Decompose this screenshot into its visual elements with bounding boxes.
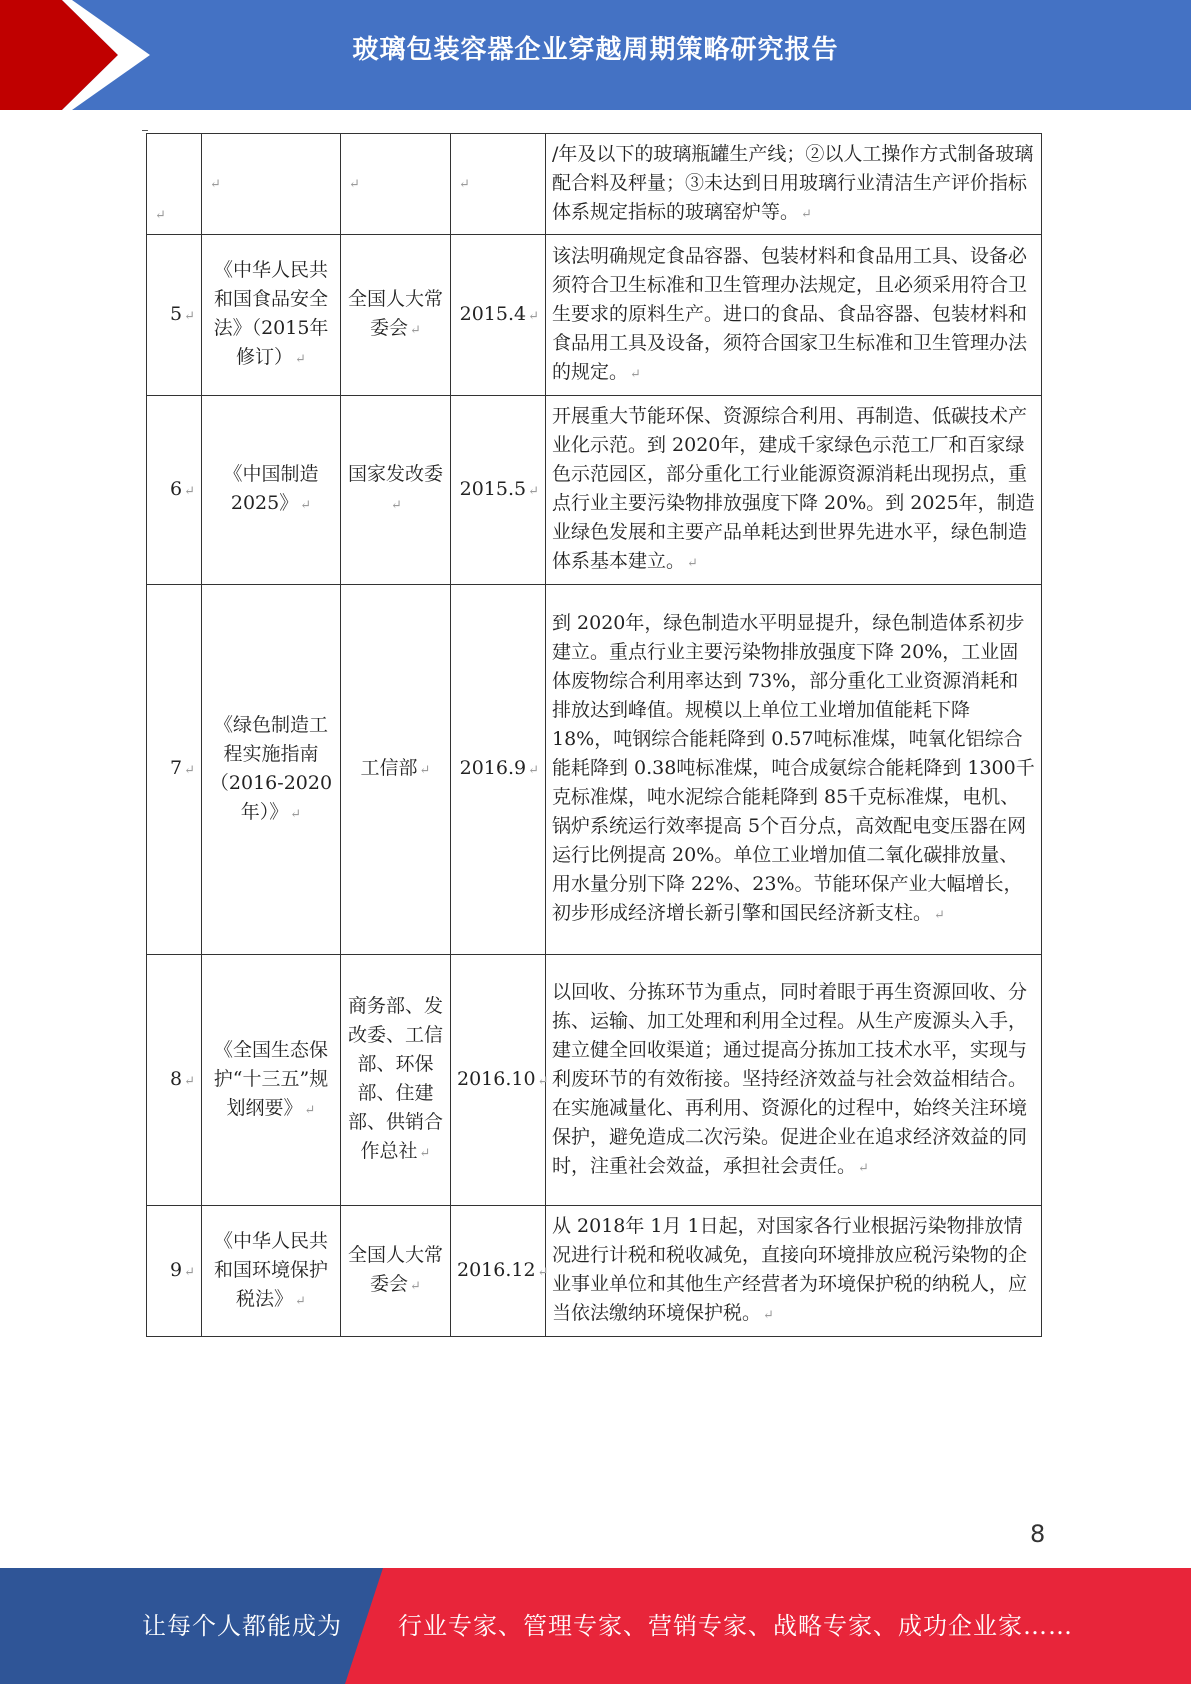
table-row xyxy=(147,955,1042,1206)
cell-policy-name: 《绿色制造工程实施指南（2016-2020年）》 ↵ xyxy=(202,585,341,955)
cell-no-empty: ↵ xyxy=(147,134,202,235)
cell-policy-name: 《中国制造2025》 ↵ xyxy=(202,396,341,585)
cell-no: 8 ↵ xyxy=(147,955,202,1206)
cell-content: 以回收、分拣环节为重点，同时着眼于再生资源回收、分拣、运输、加工处理和利用全过程。从生产废源头入手，建立健全回收渠道；通过提高分拣加工技术水平，实现与利废环节的有效衔接。坚持经济效益与社会效益相结合。在实施减量化、再利用、资源化的过程中，始终关注环境保护，避免造成二次污染。促进企业在追求经济效益的同时，注重社会效益，承担社会责任。 ↵ xyxy=(546,955,1042,1206)
table-row xyxy=(147,1206,1042,1337)
cell-issuer: 工信部 ↵ xyxy=(341,585,451,955)
cell-date-empty: ↵ xyxy=(451,134,546,235)
cell-content: 到 2020年，绿色制造水平明显提升，绿色制造体系初步建立。重点行业主要污染物排放强度下降 20%，工业固体废物综合利用率达到 73%，部分重化工业资源消耗和排放达到峰值。规模以上单位工业增加值能耗下降 18%，吨钢综合能耗降到 0.57吨标准煤，吨氧化铝综合能耗降到 0.38吨标准煤，吨合成氨综合能耗降到 1300千克标准煤，吨水泥综合能耗降到 85千克标准煤，电机、锅炉系统运行效率提高 5个百分点，高效配电变压器在网运行比例提高 20%。单位工业增加值二氧化碳排放量、用水量分别下降 22%、23%。节能环保产业大幅增长，初步形成经济增长新引擎和国民经济新支柱。 ↵ xyxy=(546,585,1042,955)
footer-slogan-left: 让每个人都能成为 xyxy=(142,1612,342,1640)
document-title: 玻璃包装容器企业穿越周期策略研究报告 xyxy=(352,35,839,65)
cell-issuer: 全国人大常委会 ↵ xyxy=(341,235,451,396)
policy-table-container xyxy=(146,133,1041,1337)
page-header xyxy=(0,0,1191,110)
cell-policy-name: 《中华人民共和国环境保护税法》 ↵ xyxy=(202,1206,341,1337)
cell-content: 该法明确规定食品容器、包装材料和食品用工具、设备必须符合卫生标准和卫生管理办法规定，且必须采用符合卫生要求的原料生产。进口的食品、食品容器、包装材料和食品用工具及设备，须符合国家卫生标准和卫生管理办法的规定。 ↵ xyxy=(546,235,1042,396)
policy-table xyxy=(146,133,1042,1337)
table-row xyxy=(147,396,1042,585)
footer-slogan-right: 行业专家、管理专家、营销专家、战略专家、成功企业家…… xyxy=(398,1612,1073,1640)
cell-date: 2016.9 ↵ xyxy=(451,585,546,955)
cell-no: 7 ↵ xyxy=(147,585,202,955)
cell-no: 6 ↵ xyxy=(147,396,202,585)
cell-content: 开展重大节能环保、资源综合利用、再制造、低碳技术产业化示范。到 2020年，建成千家绿色示范工厂和百家绿色示范园区，部分重化工行业能源资源消耗出现拐点，重点行业主要污染物排放强度下降 20%。到 2025年，制造业绿色发展和主要产品单耗达到世界先进水平，绿色制造体系基本建立。 ↵ xyxy=(546,396,1042,585)
cell-name-empty: ↵ xyxy=(202,134,341,235)
cell-date: 2015.5 ↵ xyxy=(451,396,546,585)
cell-no: 9 ↵ xyxy=(147,1206,202,1337)
cell-issuer: 国家发改委↵ xyxy=(341,396,451,585)
cell-date: 2015.4 ↵ xyxy=(451,235,546,396)
cell-date: 2016.10 ↵ xyxy=(451,955,546,1206)
cell-no: 5 ↵ xyxy=(147,235,202,396)
table-row xyxy=(147,585,1042,955)
cell-issuer: 全国人大常委会 ↵ xyxy=(341,1206,451,1337)
table-row xyxy=(147,235,1042,396)
cell-issuer-empty: ↵ xyxy=(341,134,451,235)
page-footer xyxy=(0,1568,1191,1684)
cell-date: 2016.12 ↵ xyxy=(451,1206,546,1337)
table-corner-mark xyxy=(142,130,148,131)
cell-content: /年及以下的玻璃瓶罐生产线；②以人工操作方式制备玻璃配合料及秤量；③未达到日用玻璃行业清洁生产评价指标体系规定指标的玻璃窑炉等。 ↵ xyxy=(546,134,1042,235)
cell-policy-name: 《中华人民共和国食品安全法》（2015年修订） ↵ xyxy=(202,235,341,396)
cell-policy-name: 《全国生态保护“十三五”规划纲要》 ↵ xyxy=(202,955,341,1206)
page-number: 8 xyxy=(1030,1520,1046,1548)
cell-issuer: 商务部、发改委、工信部、环保部、住建部、供销合作总社 ↵ xyxy=(341,955,451,1206)
cell-content: 从 2018年 1月 1日起，对国家各行业根据污染物排放情况进行计税和税收减免，直接向环境排放应税污染物的企业事业单位和其他生产经营者为环境保护税的纳税人，应当依法缴纳环境保护税。 ↵ xyxy=(546,1206,1042,1337)
table-row-continued xyxy=(147,134,1042,235)
